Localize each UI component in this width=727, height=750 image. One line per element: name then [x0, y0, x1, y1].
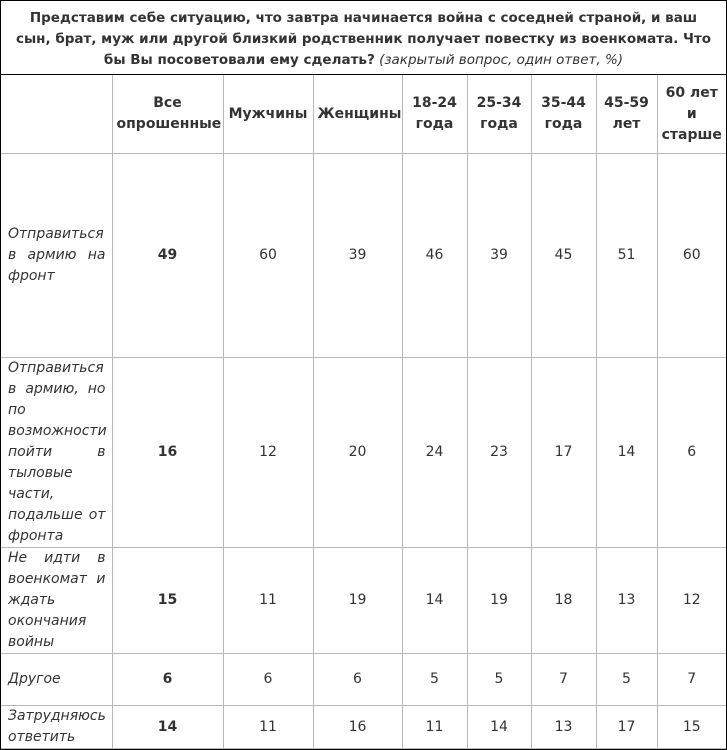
value-cell: 18 [531, 548, 596, 654]
value-cell: 60 [223, 154, 313, 358]
value-cell: 11 [223, 548, 313, 654]
header-row [1, 75, 726, 154]
row-label: Не идти в военкомат и ждать окончания войны [1, 548, 112, 654]
total-value-cell: 15 [112, 548, 223, 654]
value-cell: 7 [531, 654, 596, 706]
column-header: 45-59 лет [596, 75, 657, 154]
table-row [1, 548, 726, 654]
value-cell: 51 [596, 154, 657, 358]
table-row [1, 154, 726, 358]
table-row [1, 358, 726, 548]
value-cell: 39 [467, 154, 531, 358]
total-value-cell: 6 [112, 654, 223, 706]
column-header: 60 лет и старше [657, 75, 726, 154]
question-text: Представим себе ситуацию, что завтра начинается война с соседней страной, и ваш сын, брат, муж или другой близкий родственник получает повестку из военкомата. Что бы Вы посоветовали ему сделать? [15, 10, 712, 68]
value-cell: 20 [313, 358, 402, 548]
value-cell: 6 [223, 654, 313, 706]
value-cell: 14 [596, 358, 657, 548]
value-cell: 17 [596, 706, 657, 749]
table-row [1, 706, 726, 749]
value-cell: 11 [223, 706, 313, 749]
column-header: 25-34 года [467, 75, 531, 154]
value-cell: 14 [467, 706, 531, 749]
value-cell: 13 [596, 548, 657, 654]
value-cell: 17 [531, 358, 596, 548]
value-cell: 19 [313, 548, 402, 654]
row-label: Другое [1, 654, 112, 706]
value-cell: 6 [657, 358, 726, 548]
total-value-cell: 14 [112, 706, 223, 749]
question-note: (закрытый вопрос, один ответ, %) [374, 52, 624, 68]
value-cell: 60 [657, 154, 726, 358]
value-cell: 7 [657, 654, 726, 706]
column-header: Женщины [313, 75, 402, 154]
value-cell: 46 [402, 154, 467, 358]
value-cell: 16 [313, 706, 402, 749]
total-value-cell: 49 [112, 154, 223, 358]
table-title [1, 1, 726, 75]
column-header: Все опрошенные [112, 75, 223, 154]
value-cell: 5 [402, 654, 467, 706]
table-row [1, 654, 726, 706]
header-cell-empty [1, 75, 112, 154]
value-cell: 11 [402, 706, 467, 749]
value-cell: 14 [402, 548, 467, 654]
results-table [1, 75, 726, 749]
value-cell: 12 [223, 358, 313, 548]
value-cell: 13 [531, 706, 596, 749]
value-cell: 15 [657, 706, 726, 749]
column-header: 18-24 года [402, 75, 467, 154]
value-cell: 39 [313, 154, 402, 358]
row-label: Отправиться в армию на фронт [1, 154, 112, 358]
row-label: Затрудняюсь ответить [1, 706, 112, 749]
value-cell: 6 [313, 654, 402, 706]
value-cell: 23 [467, 358, 531, 548]
value-cell: 19 [467, 548, 531, 654]
value-cell: 45 [531, 154, 596, 358]
column-header: 35-44 года [531, 75, 596, 154]
column-header: Мужчины [223, 75, 313, 154]
value-cell: 24 [402, 358, 467, 548]
value-cell: 5 [467, 654, 531, 706]
total-value-cell: 16 [112, 358, 223, 548]
value-cell: 5 [596, 654, 657, 706]
value-cell: 12 [657, 548, 726, 654]
row-label: Отправиться в армию, но по возможности пойти в тыловые части, подальше от фронта [1, 358, 112, 548]
